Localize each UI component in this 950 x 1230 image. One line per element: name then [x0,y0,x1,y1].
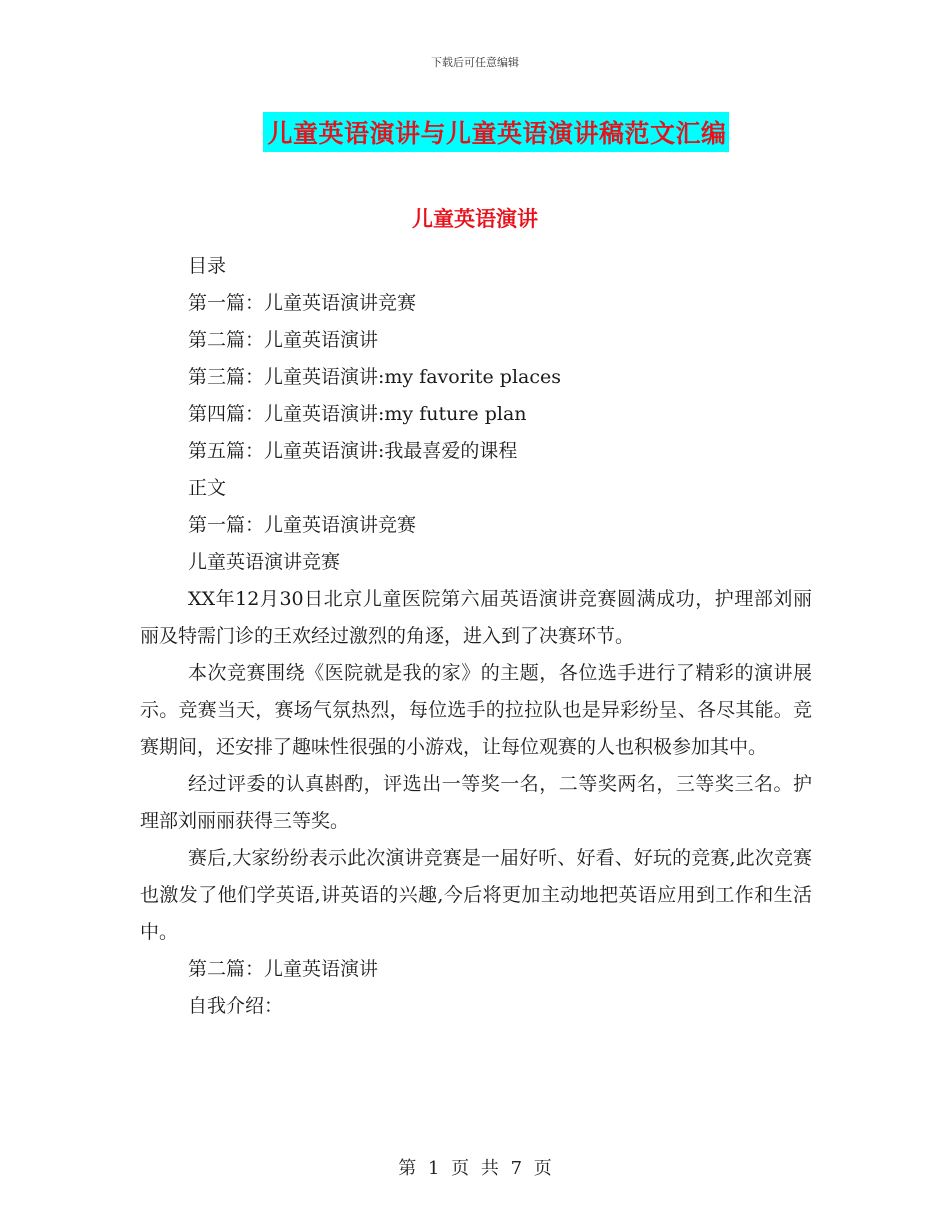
toc-item: 第四篇：儿童英语演讲:my future plan [188,403,527,425]
toc-heading: 目录 [188,255,227,277]
chapter-heading: 第一篇：儿童英语演讲竞赛 [188,514,417,536]
body-heading: 正文 [188,477,227,499]
chapter-heading: 第二篇：儿童英语演讲 [188,958,379,980]
toc-item: 第二篇：儿童英语演讲 [188,329,379,351]
subheading: 自我介绍： [188,995,284,1017]
body-paragraph: 赛后,大家纷纷表示此次演讲竞赛是一届好听、好看、好玩的竞赛,此次竞赛也激发了他们学英语,讲英语的兴趣,今后将更加主动地把英语应用到工作和生活中。 [140,847,812,943]
document-title [0,112,950,152]
body-paragraph: XX年12月30日北京儿童医院第六届英语演讲竞赛圆满成功，护理部刘丽丽及特需门诊的王欢经过激烈的角逐，进入到了决赛环节。 [140,588,812,647]
section-title: 儿童英语演讲 [412,206,538,231]
toc-item: 第三篇：儿童英语演讲:my favorite places [188,366,562,388]
body-paragraph: 经过评委的认真斟酌，评选出一等奖一名，二等奖两名，三等奖三名。护理部刘丽丽获得三等奖。 [140,773,812,832]
page-header-note: 下载后可任意编辑 [431,56,519,69]
document-body [140,248,812,1025]
article-title: 儿童英语演讲竞赛 [188,551,341,573]
page-number: 第 1 页 共 7 页 [398,1158,552,1179]
toc-item: 第五篇：儿童英语演讲:我最喜爱的课程 [188,440,518,462]
document-title-text: 儿童英语演讲与儿童英语演讲稿范文汇编 [263,112,728,152]
toc-item: 第一篇：儿童英语演讲竞赛 [188,292,417,314]
body-paragraph: 本次竞赛围绕《医院就是我的家》的主题，各位选手进行了精彩的演讲展示。竞赛当天，赛场气氛热烈，每位选手的拉拉队也是异彩纷呈、各尽其能。竞赛期间，还安排了趣味性很强的小游戏，让每位观赛的人也积极参加其中。 [140,662,812,758]
